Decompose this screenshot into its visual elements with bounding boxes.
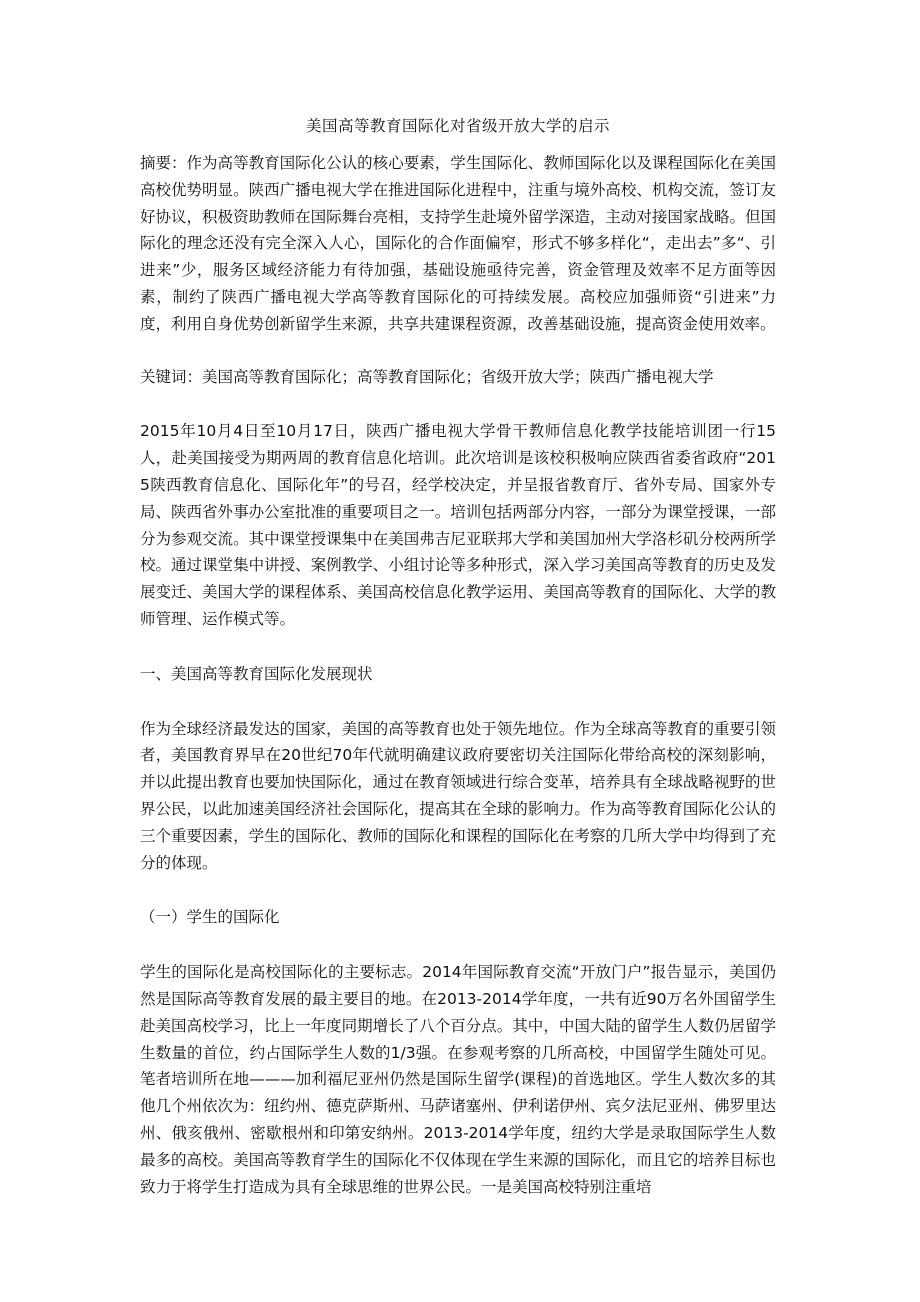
section-1-paragraph: 作为全球经济最发达的国家，美国的高等教育也处于领先地位。作为全球高等教育的重要引领者，美国教育界早在20世纪70年代就明确建议政府要密切关注国际化带给高校的深刻影响，并以此提出教育也要加快国际化，通过在教育领域进行综合变革，培养具有全球战略视野的世界公民，以此加速美国经济社会国际化，提高其在全球的影响力。作为高等教育国际化公认的三个重要因素，学生的国际化、教师的国际化和课程的国际化在考察的几所大学中均得到了充分的体现。 — [140, 719, 776, 872]
abstract-paragraph: 摘要：作为高等教育国际化公认的核心要素，学生国际化、教师国际化以及课程国际化在美国高校优势明显。陕西广播电视大学在推进国际化进程中，注重与境外高校、机构交流，签订友好协议，积极资助教师在国际舞台亮相，支持学生赴境外留学深造，主动对接国家战略。但国际化的理念还没有完全深入人心，国际化的合作面偏窄，形式不够多样化“，走出去”多“、引进来”少，服务区域经济能力有待加强，基础设施亟待完善，资金管理及效率不足方面等因素，制约了陕西广播电视大学高等教育国际化的可持续发展。高校应加强师资“引进来”力度，利用自身优势创新留学生来源，共享共建课程资源，改善基础设施，提高资金使用效率。 — [140, 154, 776, 333]
keywords-paragraph: 关键词：美国高等教育国际化；高等教育国际化；省级开放大学；陕西广播电视大学 — [140, 367, 714, 386]
intro-paragraph: 2015年10月4日至10月17日，陕西广播电视大学骨干教师信息化教学技能培训团一行15人，赴美国接受为期两周的教育信息化培训。此次培训是该校积极响应陕西省委省政府“2015陕西教育信息化、国际化年”的号召，经学校决定，并呈报省教育厅、省外专局、国家外专局、陕西省外事办公室批准的重要项目之一。培训包括两部分内容，一部分为课堂授课，一部分为参观交流。其中课堂授课集中在美国弗吉尼亚联邦大学和美国加州大学洛杉矶分校两所学校。通过课堂集中讲授、案例教学、小组讨论等多种形式，深入学习美国高等教育的历史及发展变迁、美国大学的课程体系、美国高校信息化教学运用、美国高等教育的国际化、大学的教师管理、运作模式等。 — [140, 422, 776, 628]
document-body — [140, 114, 776, 1200]
subsection-1-paragraph: 学生的国际化是高校国际化的主要标志。2014年国际教育交流“开放门户”报告显示，美国仍然是国际高等教育发展的最主要目的地。在2013-2014学年度，一共有近90万名外国留学生赴美国高校学习，比上一年度同期增长了八个百分点。其中，中国大陆的留学生人数仍居留学生数量的首位，约占国际学生人数的1/3强。在参观考察的几所高校，中国留学生随处可见。笔者培训所在地———加利福尼亚州仍然是国际生留学(课程)的首选地区。学生人数次多的其他几个州依次为：纽约州、德克萨斯州、马萨诸塞州、伊利诺伊州、宾夕法尼亚州、佛罗里达州、俄亥俄州、密歇根州和印第安纳州。2013-2014学年度，纽约大学是录取国际学生人数最多的高校。美国高等教育学生的国际化不仅体现在学生来源的国际化，而且它的培养目标也致力于将学生打造成为具有全球思维的世界公民。一是美国高校特别注重培 — [140, 963, 776, 1196]
section-heading-1: 一、美国高等教育国际化发展现状 — [140, 664, 373, 683]
subsection-heading-1: （一）学生的国际化 — [140, 908, 280, 927]
document-title: 美国高等教育国际化对省级开放大学的启示 — [305, 117, 610, 135]
